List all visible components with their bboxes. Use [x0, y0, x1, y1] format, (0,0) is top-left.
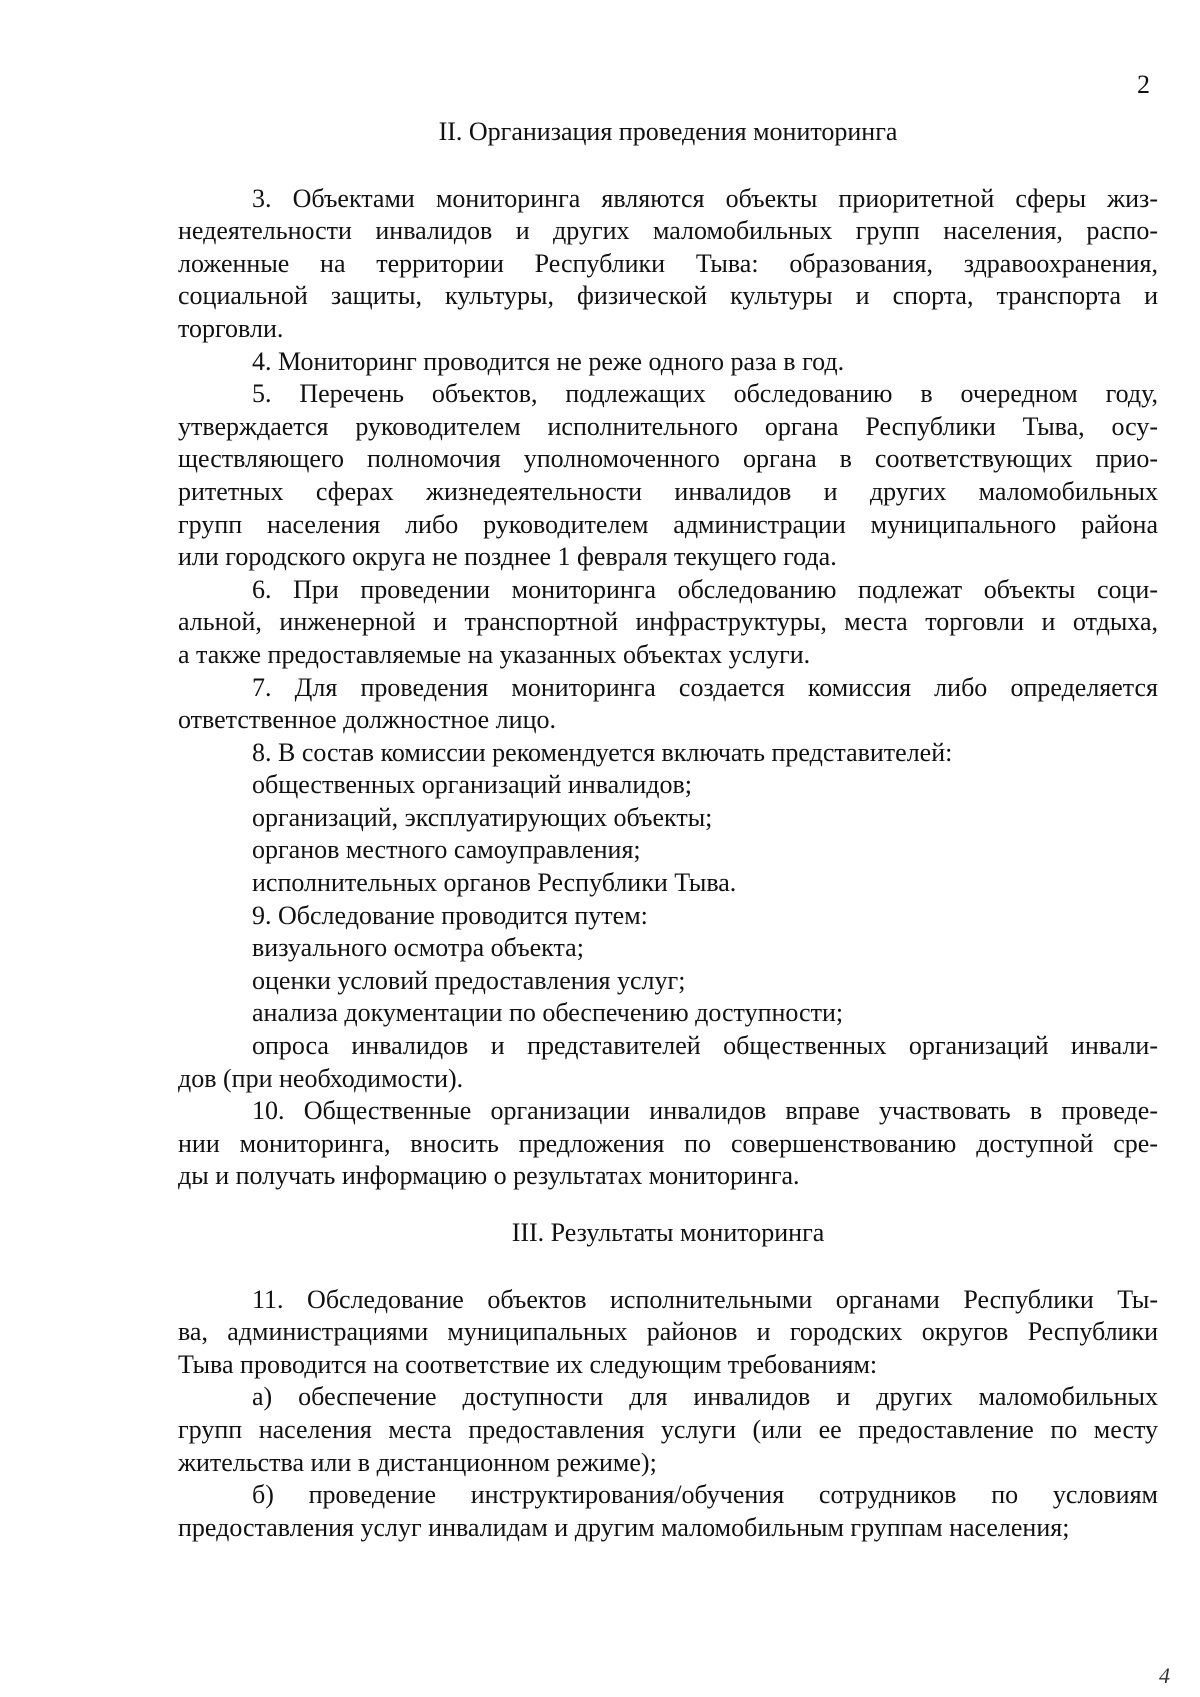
page-number: 2: [1137, 70, 1150, 99]
text-line: ды и получать информацию о результатах мониторинга.: [178, 1161, 800, 1191]
text-line: 4. Мониторинг проводится не реже одного раза в год.: [252, 346, 845, 376]
text-line: 9. Обследование проводится путем:: [252, 900, 648, 930]
text-line: Тыва проводится на соответствие их следующим требованиям:: [178, 1349, 878, 1379]
paragraph-4: [178, 346, 1158, 379]
paragraph-8: [178, 737, 1158, 900]
paragraph-9: [178, 900, 1158, 1096]
text-line: 3. Объектами мониторинга являются объекты приоритетной сферы жиз-: [252, 183, 1158, 213]
text-line: утверждается руководителем исполнительного органа Республики Тыва, осу-: [178, 411, 1158, 441]
text-line: нии мониторинга, вносить предложения по совершенствованию доступной сре-: [178, 1128, 1158, 1158]
text-line: 6. При проведении мониторинга обследованию подлежат объекты соци-: [252, 574, 1158, 604]
text-line: б) проведение инструктирования/обучения сотрудников по условиям: [252, 1480, 1158, 1510]
corner-handwritten-mark: 4: [1159, 1663, 1170, 1688]
text-line: ществляющего полномочия уполномоченного органа в соответствующих прио-: [178, 444, 1158, 474]
paragraph-11b: [178, 1479, 1158, 1544]
text-line: 10. Общественные организации инвалидов вправе участвовать в проведе-: [252, 1096, 1158, 1126]
text-line: 5. Перечень объектов, подлежащих обследованию в очередном году,: [252, 379, 1158, 409]
text-line: дов (при необходимости).: [178, 1063, 464, 1093]
text-line: торговли.: [178, 313, 284, 343]
section-title-3: III. Результаты мониторинга: [511, 1218, 825, 1247]
paragraph-11a: [178, 1381, 1158, 1479]
list-item: организаций, эксплуатирующих объекты;: [252, 802, 713, 832]
paragraph-3: [178, 183, 1158, 346]
text-line: или городского округа не позднее 1 февраля текущего года.: [178, 542, 837, 572]
text-line: а) обеспечение доступности для инвалидов и других маломобильных: [252, 1382, 1158, 1412]
text-line: ритетных сферах жизнедеятельности инвалидов и других маломобильных: [178, 476, 1158, 506]
paragraph-7: [178, 672, 1158, 737]
paragraph-6: [178, 574, 1158, 672]
paragraph-5: [178, 378, 1158, 574]
list-item: оценки условий предоставления услуг;: [252, 965, 686, 995]
list-item: визуального осмотра объекта;: [252, 933, 584, 963]
list-item: опроса инвалидов и представителей общественных организаций инвали-: [252, 1031, 1158, 1061]
text-line: альной, инженерной и транспортной инфраструктуры, места торговли и отдыха,: [178, 607, 1158, 637]
list-item: анализа документации по обеспечению доступности;: [252, 998, 844, 1028]
text-line: групп населения либо руководителем администрации муниципального района: [178, 509, 1158, 539]
text-line: ва, администрациями муниципальных районов и городских округов Республики: [178, 1317, 1158, 1347]
list-item: исполнительных органов Республики Тыва.: [252, 868, 737, 898]
list-item: общественных организаций инвалидов;: [252, 770, 693, 800]
list-item: органов местного самоуправления;: [252, 835, 641, 865]
text-line: ложенные на территории Республики Тыва: образования, здравоохранения,: [178, 248, 1158, 278]
text-line: предоставления услуг инвалидам и другим маломобильным группам населения;: [178, 1512, 1070, 1542]
section-title-2: II. Организация проведения мониторинга: [438, 117, 898, 146]
text-line: 8. В состав комиссии рекомендуется включать представителей:: [252, 737, 953, 767]
text-line: а также предоставляемые на указанных объектах услуги.: [178, 639, 811, 669]
text-line: 7. Для проведения мониторинга создается комиссия либо определяется: [252, 672, 1158, 702]
paragraph-11: [178, 1284, 1158, 1382]
text-line: социальной защиты, культуры, физической культуры и спорта, транспорта и: [178, 281, 1158, 311]
text-line: групп населения места предоставления услуги (или ее предоставление по месту: [178, 1414, 1158, 1444]
document-body: [178, 116, 1158, 1544]
text-line: жительства или в дистанционном режиме);: [178, 1447, 657, 1477]
paragraph-10: [178, 1095, 1158, 1193]
text-line: недеятельности инвалидов и других маломобильных групп населения, распо-: [178, 216, 1158, 246]
text-line: 11. Обследование объектов исполнительными органами Республики Ты-: [252, 1284, 1158, 1314]
text-line: ответственное должностное лицо.: [178, 705, 556, 735]
